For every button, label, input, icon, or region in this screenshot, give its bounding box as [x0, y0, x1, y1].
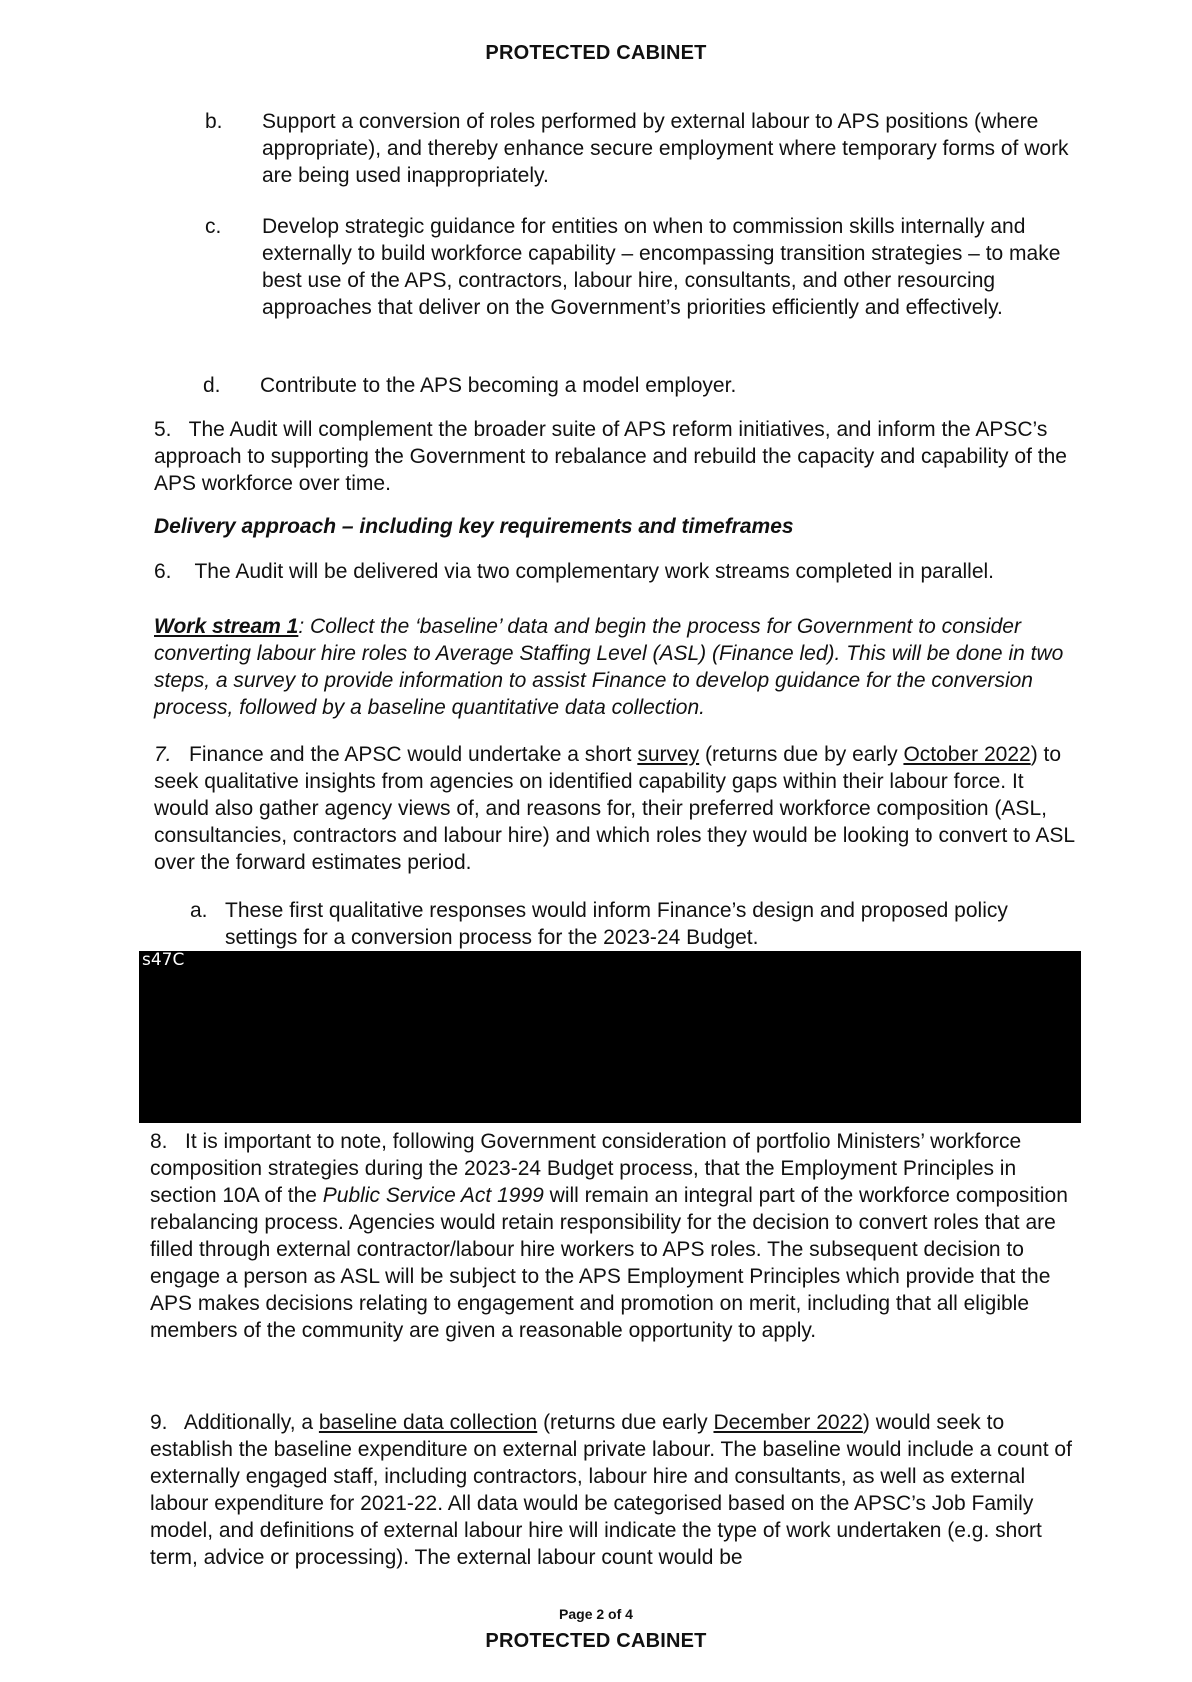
- item-d-text: Contribute to the APS becoming a model employer.: [260, 374, 737, 397]
- paragraph-8-act: Public Service Act 1999: [322, 1184, 544, 1207]
- item-b-text: Support a conversion of roles performed by external labour to APS positions (where appropriate), and thereby enhance secure employment where temporary forms of work are being used inappropriately.: [262, 110, 1069, 187]
- paragraph-9-collection: baseline data collection: [318, 1411, 538, 1434]
- work-stream-1: [154, 613, 1084, 721]
- paragraph-7: [154, 741, 1084, 876]
- paragraph-7-mid: (returns due by early: [699, 743, 904, 766]
- header-classification: PROTECTED CABINET: [485, 42, 707, 64]
- paragraph-7-date: October 2022: [903, 743, 1031, 766]
- item-7a-text: These first qualitative responses would inform Finance’s design and proposed policy settings for a conversion process for the 2023-24 Budget.: [225, 899, 1008, 949]
- paragraph-6-number: 6.: [154, 560, 172, 583]
- paragraph-7-post: ) to seek qualitative insights from agencies on identified capability gaps within their labour force. It would also gather agency views of, and reasons for, their preferred workforce composition (ASL, consultancies, contractors and labour hire) and which roles they would be looking to convert to ASL over the forward estimates period.: [154, 743, 1075, 874]
- paragraph-9-date: December 2022: [713, 1411, 863, 1434]
- item-c-text: Develop strategic guidance for entities on when to commission skills internally and externally to build workforce capability – encompassing transition strategies – to make best use of the APS, contractors, labour hire, consultants, and other resourcing approaches that deliver on the Government’s priorities efficiently and effectively.: [262, 215, 1061, 319]
- work-stream-1-label: Work stream 1: [154, 615, 299, 638]
- redaction-block: [139, 951, 1081, 1123]
- paragraph-8: [150, 1128, 1080, 1344]
- paragraph-5-text: The Audit will complement the broader suite of APS reform initiatives, and inform the APSC’s approach to supporting the Government to rebalance and rebuild the capacity and capability of the APS workforce over time.: [154, 418, 1067, 495]
- paragraph-5: [154, 416, 1084, 497]
- work-stream-1-text: : Collect the ‘baseline’ data and begin the process for Government to consider converting labour hire roles to Average Staffing Level (ASL) (Finance led). This will be done in two steps, a survey to provide information to assist Finance to develop guidance for the conversion process, followed by a baseline quantitative data collection.: [154, 615, 1064, 719]
- paragraph-7-number: 7.: [154, 743, 172, 766]
- page-number: Page 2 of 4: [559, 1606, 633, 1622]
- paragraph-8-pre: It is important to note, following Government consideration of portfolio Ministers’ workforce composition strategies during the 2023-24 Budget process, that the Employment Principles in section 10A of the: [150, 1130, 1022, 1207]
- paragraph-6-text: The Audit will be delivered via two complementary work streams completed in parallel.: [194, 560, 995, 583]
- redaction-code: s47C: [142, 950, 185, 970]
- paragraph-9-mid: (returns due early: [537, 1411, 714, 1434]
- footer-classification: PROTECTED CABINET: [485, 1630, 707, 1652]
- paragraph-7-survey: survey: [637, 743, 700, 766]
- paragraph-6: [154, 558, 1084, 585]
- item-b-marker: b.: [205, 110, 223, 133]
- item-d-marker: d.: [203, 374, 221, 397]
- paragraph-7-pre: Finance and the APSC would undertake a short: [189, 743, 638, 766]
- paragraph-8-number: 8.: [150, 1130, 168, 1153]
- item-7a-marker: a.: [190, 899, 208, 922]
- paragraph-9-number: 9.: [150, 1411, 168, 1434]
- item-c-marker: c.: [205, 215, 222, 238]
- paragraph-9-pre: Additionally, a: [183, 1411, 319, 1434]
- paragraph-9-post: ) would seek to establish the baseline expenditure on external private labour. The baseline would include a count of externally engaged staff, including contractors, labour hire and consultants, as well as external labour expenditure for 2021-22. All data would be categorised based on the APSC’s Job Family model, and definitions of external labour hire will indicate the type of work undertaken (e.g. short term, advice or processing). The external labour count would be: [150, 1411, 1072, 1569]
- paragraph-8-post: will remain an integral part of the workforce composition rebalancing process. Agencies would retain responsibility for the decision to convert roles that are filled through external contractor/labour hire workers to APS roles. The subsequent decision to engage a person as ASL will be subject to the APS Employment Principles which provide that the APS makes decisions relating to engagement and promotion on merit, including that all eligible members of the community are given a reasonable opportunity to apply.: [150, 1184, 1068, 1342]
- section-heading: Delivery approach – including key requirements and timeframes: [154, 515, 794, 538]
- paragraph-9: [150, 1409, 1080, 1571]
- paragraph-5-number: 5.: [154, 418, 172, 441]
